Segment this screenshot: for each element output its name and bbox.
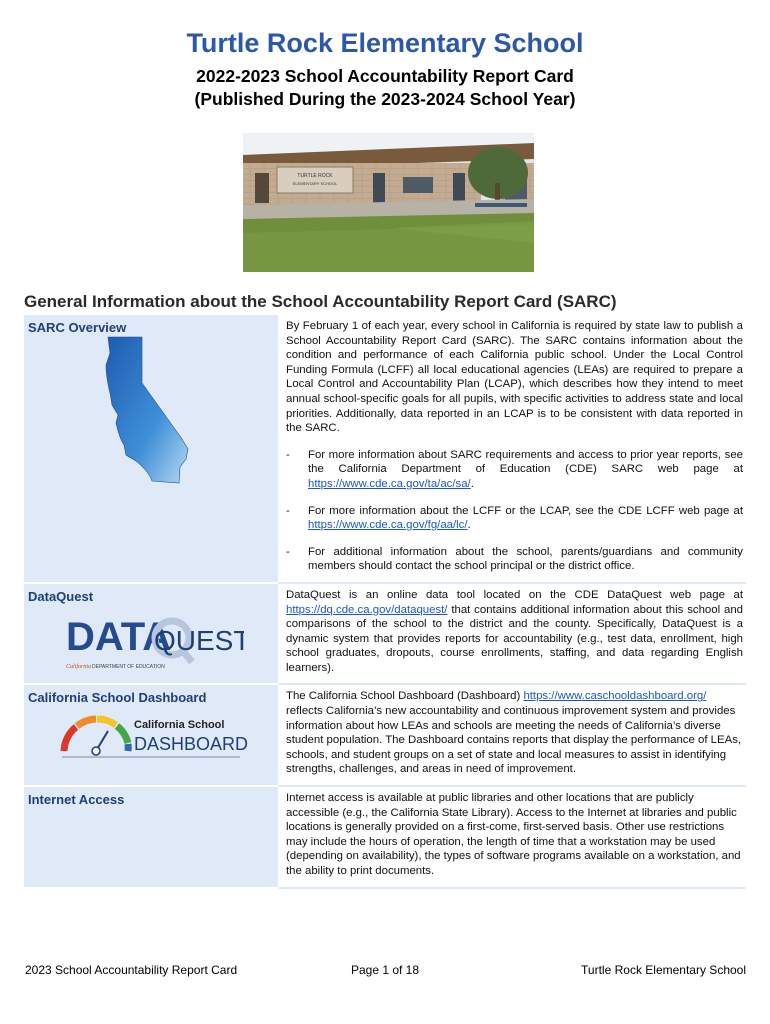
dataquest-link[interactable]: https://dq.cde.ca.gov/dataquest/ — [286, 603, 448, 616]
dataquest-text-start: DataQuest is an online data tool located on the CDE DataQuest web page at — [286, 588, 743, 601]
bullet-text: For more information about SARC requirements and access to prior year reports, see the California Department of Education (CDE) SARC web page at — [308, 448, 743, 476]
table-row — [24, 786, 746, 888]
sarc-overview-label-cell — [24, 315, 278, 583]
logo-line2: DASHBOARD — [134, 734, 248, 755]
list-item — [286, 545, 743, 574]
internet-label-cell — [24, 786, 278, 888]
dashboard-text-start: The California School Dashboard (Dashboard) — [286, 690, 524, 703]
sarc-info-table — [24, 315, 746, 889]
logo-data-text: DATA — [66, 614, 172, 659]
bullet-end: . — [470, 477, 474, 490]
sarc-overview-text-cell — [278, 315, 746, 583]
list-item — [286, 504, 743, 533]
sarc-link[interactable]: https://www.cde.ca.gov/ta/ac/sa/ — [308, 477, 471, 490]
bullet-text: For more information about the LCFF or the LCAP, see the CDE LCFF web page at — [308, 504, 743, 517]
internet-text-cell — [278, 786, 746, 888]
bullet-dash: - — [286, 504, 290, 517]
footer-page-number: Page 1 of 18 — [350, 963, 420, 977]
table-row — [24, 684, 746, 786]
logo-line1: California School — [134, 719, 225, 732]
dashboard-label-cell — [24, 684, 278, 786]
row-label-dataquest: DataQuest — [28, 588, 94, 604]
row-label-dashboard: California School Dashboard — [28, 690, 207, 706]
dataquest-text-cell — [278, 583, 746, 685]
bullet-dash: - — [286, 448, 290, 461]
document-title: Turtle Rock Elementary School — [186, 28, 584, 58]
california-map-icon — [104, 335, 196, 490]
dashboard-text-end: reflects California’s new accountability and continuous improvement system and provides information about how LEAs and schools are meeting the needs of California’s diverse student population. The Dashboard contains reports that display the performance of LEAs, schools, and student groups on a set of state and local measures to assist in identifying strengths, challenges, and areas in need of improvement. — [286, 705, 742, 776]
report-subtitle: 2022-2023 School Accountability Report Card — [196, 66, 574, 86]
sign-line1: TURTLE ROCK — [297, 173, 333, 179]
school-photo — [243, 133, 534, 272]
logo-caption-dept: DEPARTMENT OF EDUCATION — [92, 663, 165, 670]
school-building-image — [243, 133, 534, 272]
sign-line2: ELEMENTARY SCHOOL — [292, 181, 338, 186]
list-item — [286, 448, 743, 492]
footer-left: 2023 School Accountability Report Card — [25, 963, 238, 977]
lcff-link[interactable]: https://www.cde.ca.gov/fg/aa/lc/ — [308, 519, 468, 532]
publication-note: (Published During the 2023-2024 School Year) — [194, 89, 576, 109]
logo-caption-state: California — [66, 663, 92, 670]
table-row — [24, 583, 746, 685]
dashboard-link[interactable]: https://www.caschooldashboard.org/ — [523, 690, 707, 703]
table-row — [24, 315, 746, 583]
row-label-internet: Internet Access — [28, 792, 125, 808]
bullet-dash: - — [286, 545, 290, 558]
dataquest-text-end: that contains additional information about this school and comparisons of the school to the district and the county. Specifically, DataQuest is a dynamic system that provides reports for accountability (e.g., test data, enrollment, high school graduates, dropouts, course enrollments, staffing, and data regarding English learners). — [286, 603, 743, 674]
logo-quest-text: QUEST — [154, 624, 244, 656]
dataquest-logo — [64, 612, 244, 677]
footer-right: Turtle Rock Elementary School — [581, 963, 746, 977]
sarc-overview-paragraph: By February 1 of each year, every school in California is required by state law to publish a School Accountability Report Card (SARC). The SARC contains information about the condition and performance of each California public school. Under the Local Control Funding Formula (LCFF) all local educational agencies (LEAs) are required to prepare a Local Control and Accountability Plan (LCAP), which describes how they intend to meet annual school-specific goals for all pupils, with specific activities to address state and local priorities. Additionally, data reported in an LCAP is to be consistent with data reported in the SARC. — [286, 320, 743, 435]
bullet-text: For additional information about the school, parents/guardians and community members should contact the school principal or the district office. — [308, 545, 743, 573]
dataquest-label-cell — [24, 583, 278, 685]
dashboard-logo — [58, 713, 248, 768]
internet-text: Internet access is available at public libraries and other locations that are publicly accessible (e.g., the California State Library). Access to the Internet at libraries and public locations is generally provided on a first-come, first-served basis. Other use restrictions may include the hours of operation, the length of time that a workstation may be used (depending on availability), the types of software programs available on a workstation, and the ability to print documents. — [286, 792, 741, 877]
row-label-sarc-overview: SARC Overview — [28, 320, 127, 335]
section-heading: General Information about the School Accountability Report Card (SARC) — [24, 292, 617, 311]
dashboard-text-cell — [278, 684, 746, 786]
bullet-end: . — [467, 519, 471, 532]
